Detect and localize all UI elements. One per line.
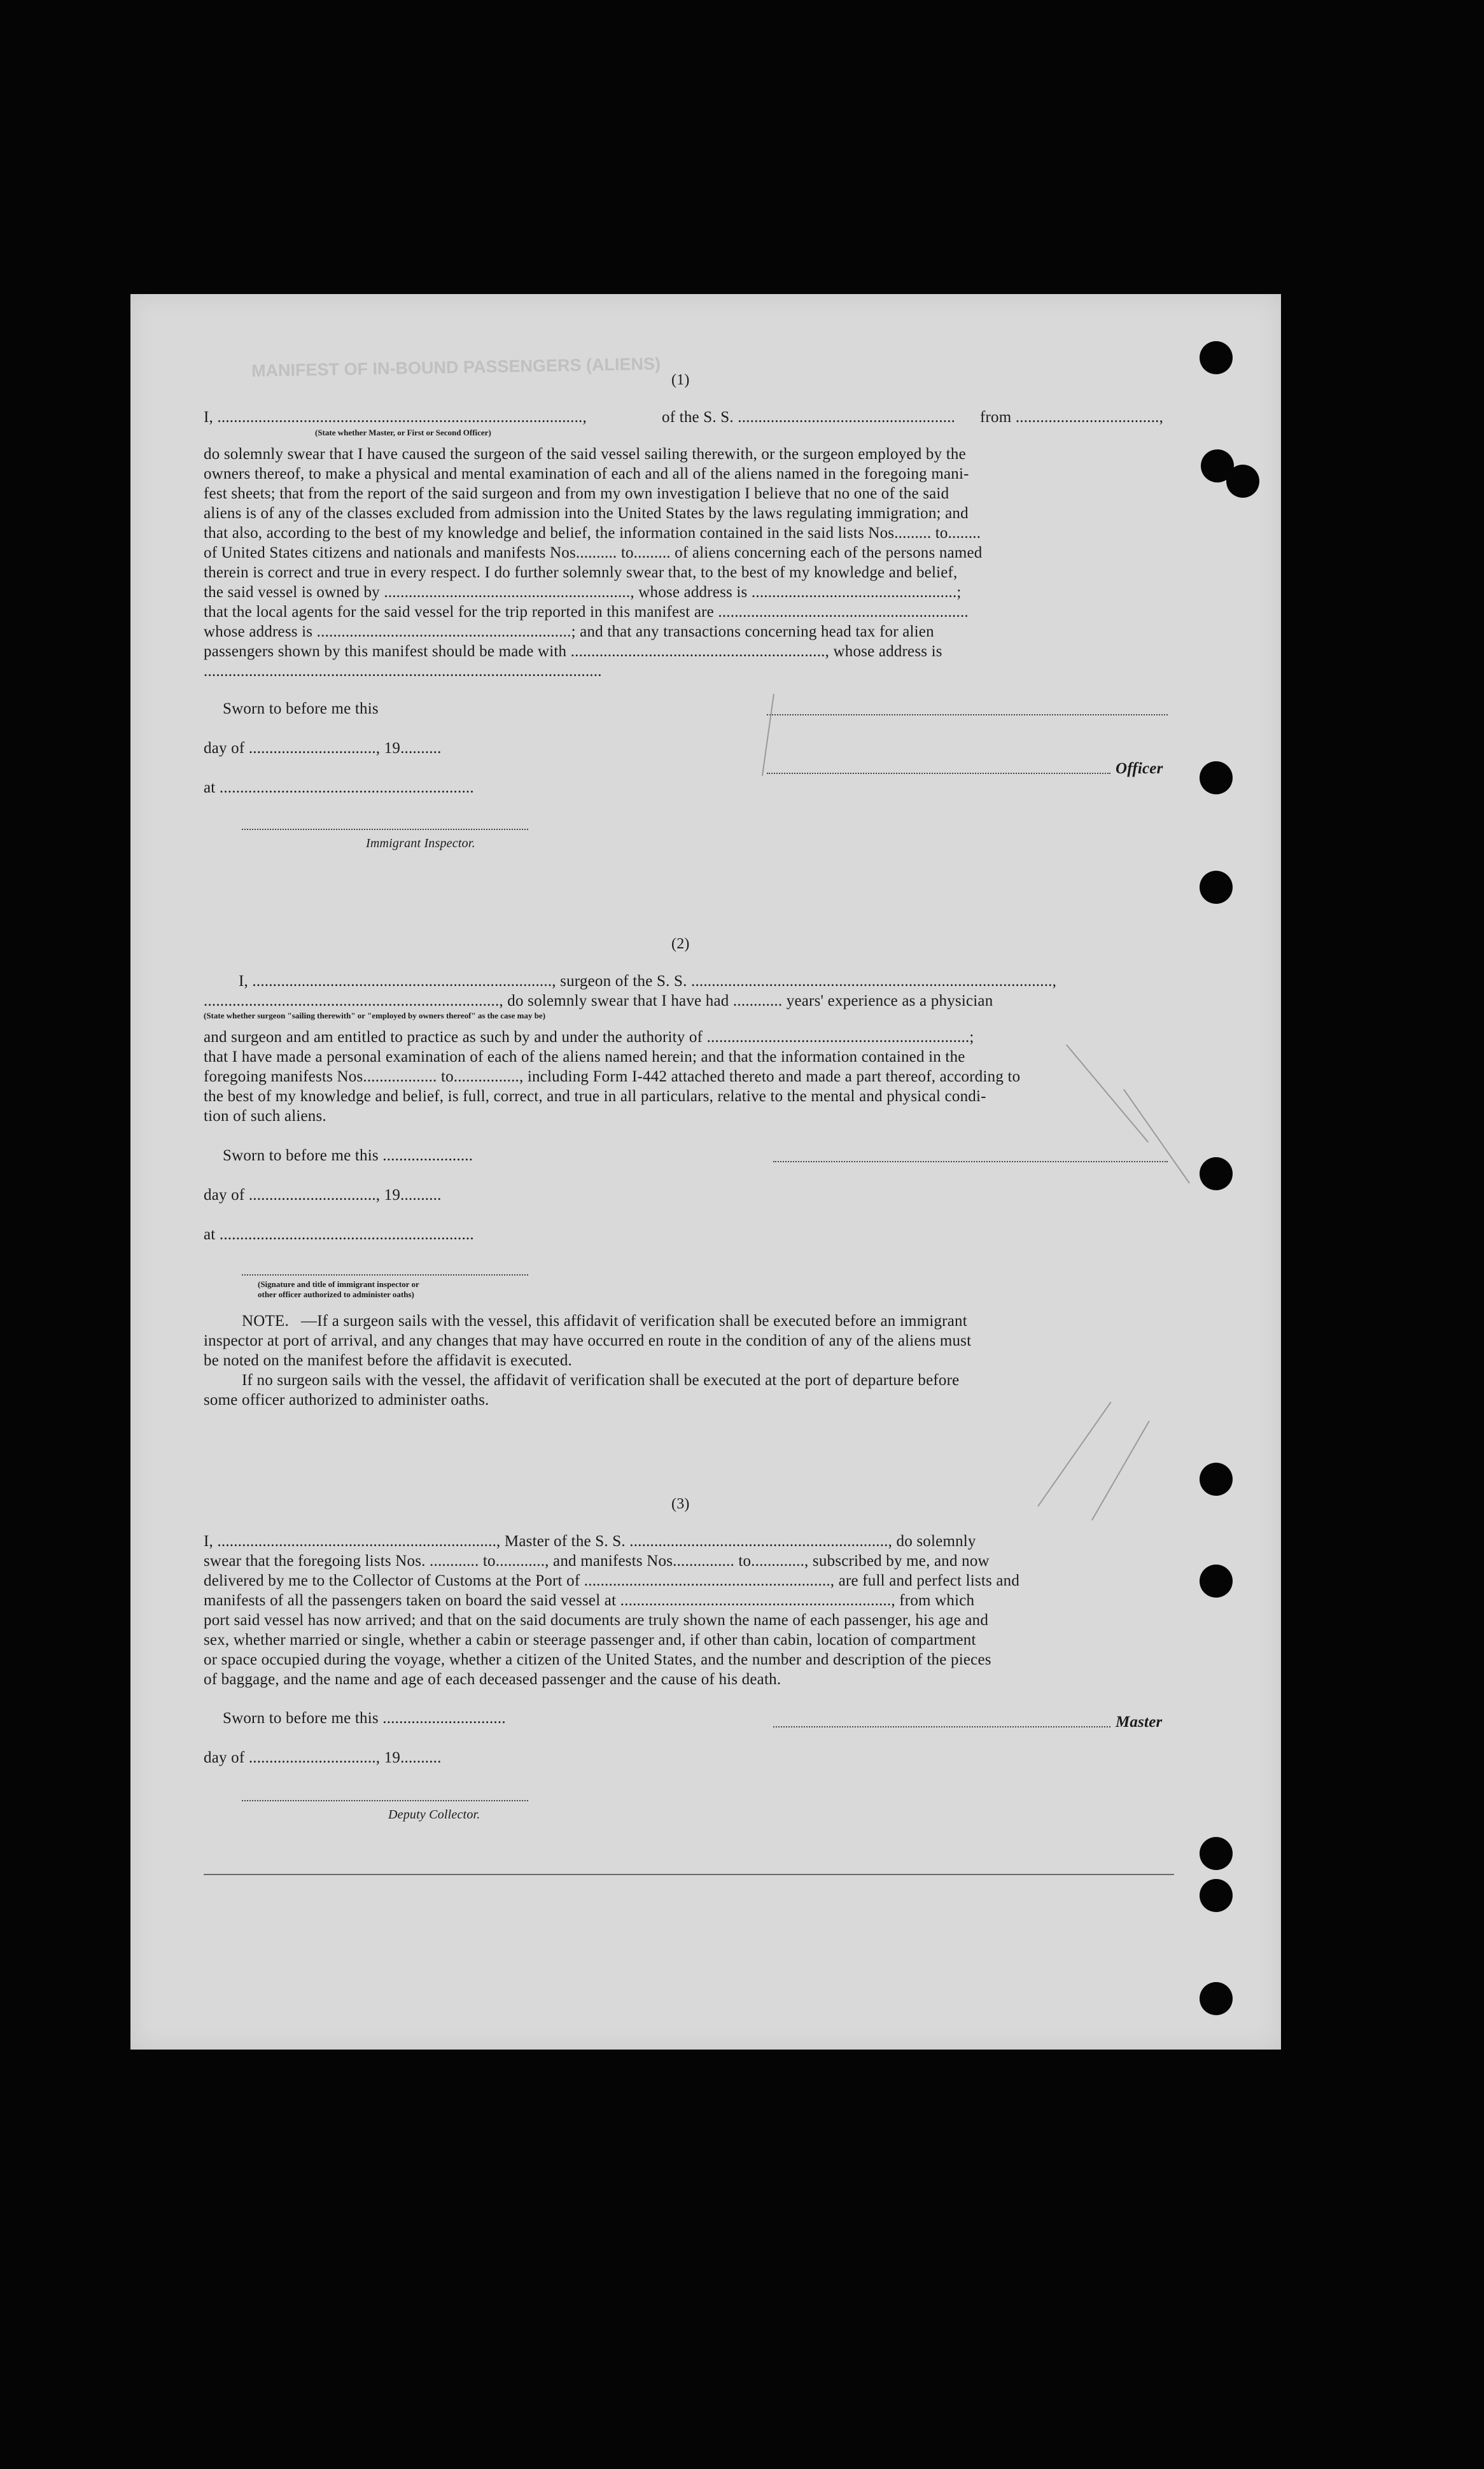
note-text: some officer authorized to administer oaths. (204, 1391, 489, 1409)
section-1-body-line: fest sheets; that from the report of the said surgeon and from my own investigation I believe that no one of the said (204, 485, 949, 502)
section-3-number: (3) (671, 1496, 690, 1512)
sworn-before-me: Sworn to before me this ...................... (223, 1147, 473, 1164)
officer-signature-line-2 (767, 773, 1110, 774)
immigrant-inspector-label: Immigrant Inspector. (366, 836, 475, 850)
section-3-body-line: I, ...................................................................., Master of the S. S. ..............................................................., do solemnly (204, 1533, 976, 1550)
section-1-body-line: aliens is of any of the classes excluded from admission into the United States by the laws regulating immigration; and (204, 505, 969, 522)
section-2-body-line: that I have made a personal examination of each of the aliens named herein; and that the information contained in the (204, 1048, 965, 1066)
binder-hole (1226, 465, 1259, 498)
section-1-line1-start: I, ........................................................................................., (204, 409, 587, 426)
section-3-body-line: delivered by me to the Collector of Customs at the Port of ............................................................, are full and perfect lists and (204, 1572, 1020, 1589)
at-line: at .............................................................. (204, 779, 474, 796)
pencil-mark (1091, 1421, 1150, 1521)
master-signature-line (773, 1726, 1110, 1727)
note-text: inspector at port of arrival, and any changes that may have occurred en route in the condition of any of the aliens must (204, 1332, 972, 1349)
note-text: —If a surgeon sails with the vessel, this affidavit of verification shall be executed before an immigrant (301, 1312, 967, 1330)
binder-hole (1200, 1463, 1233, 1496)
section-1-body-line: the said vessel is owned by ............................................................, whose address is ..................................................; (204, 584, 962, 601)
surgeon-signature-line (773, 1161, 1168, 1162)
section-2-number: (2) (671, 936, 690, 952)
deputy-collector-label: Deputy Collector. (388, 1808, 480, 1822)
day-of-line: day of ..............................., 19.......... (204, 1186, 442, 1204)
inspector-signature-line (242, 829, 528, 830)
section-1-line1-mid: of the S. S. ..................................................... (662, 409, 956, 426)
inspector-signature-line (242, 1274, 528, 1276)
section-1-body-line: therein is correct and true in every respect. I do further solemnly swear that, to the best of my knowledge and belief, (204, 564, 958, 581)
binder-hole (1200, 1565, 1233, 1598)
manifest-header-stamp: MANIFEST OF IN-BOUND PASSENGERS (ALIENS) (251, 354, 661, 381)
section-3-body-line: swear that the foregoing lists Nos. ............ to............, and manifests Nos............... to............., subscribed by me, and now (204, 1552, 990, 1570)
section-1-body-line: passengers shown by this manifest should be made with .............................................................., whose address is (204, 643, 942, 660)
day-of-line: day of ..............................., 19.......... (204, 740, 442, 757)
section-1-body-line: of United States citizens and nationals and manifests Nos.......... to......... of aliens concerning each of the persons named (204, 544, 983, 561)
sworn-before-me: Sworn to before me this (223, 700, 379, 717)
binder-hole (1200, 1879, 1233, 1912)
section-2-body-line: the best of my knowledge and belief, is full, correct, and true in all particulars, relative to the mental and physical condi- (204, 1088, 986, 1105)
officer-signature-line-1 (767, 714, 1168, 715)
sworn-before-me: Sworn to before me this .............................. (223, 1710, 506, 1727)
binder-hole (1200, 871, 1233, 904)
pencil-mark (1037, 1402, 1111, 1507)
section-1-body-line: that the local agents for the said vessel for the trip reported in this manifest are ............................................................. (204, 603, 969, 621)
binder-hole (1200, 761, 1233, 794)
manifest-sheet (130, 294, 1281, 2050)
note-text: If no surgeon sails with the vessel, the affidavit of verification shall be executed at the port of departure before (242, 1372, 960, 1389)
day-of-line: day of ..............................., 19.......... (204, 1749, 442, 1766)
binder-hole (1200, 1982, 1233, 2015)
section-3-body-line: port said vessel has now arrived; and that on the said documents are truly shown the name of each passenger, his age and (204, 1612, 989, 1629)
section-1-address-tail: ................................................................................................. (204, 663, 602, 680)
pencil-mark (1066, 1045, 1149, 1143)
section-1-body-line: do solemnly swear that I have caused the surgeon of the said vessel sailing therewith, or the surgeon employed by the (204, 446, 966, 463)
binder-hole (1200, 1837, 1233, 1870)
section-3-body-line: or space occupied during the voyage, whether a citizen of the United States, and the number and description of the pieces (204, 1651, 991, 1668)
deputy-signature-line (242, 1800, 528, 1801)
section-2-line2: ........................................................................, do solemnly swear that I have had ............ years' experience as a physician (204, 992, 993, 1009)
section-2-body-line: and surgeon and am entitled to practice as such by and under the authority of ................................................................; (204, 1029, 974, 1046)
section-3-body-line: of baggage, and the name and age of each deceased passenger and the cause of his death. (204, 1671, 781, 1688)
section-1-body-line: that also, according to the best of my knowledge and belief, the information contained in the said lists Nos......... to........ (204, 524, 981, 542)
pencil-mark (762, 694, 774, 776)
section-2-body-line: foregoing manifests Nos.................. to................, including Form I-442 attached thereto and made a part thereof, according to (204, 1068, 1021, 1085)
section-3-body-line: manifests of all the passengers taken on board the said vessel at .................................................................., from which (204, 1592, 975, 1609)
section-1-body-line: whose address is ..............................................................; and that any transactions concerning head tax for alien (204, 623, 934, 640)
binder-hole (1200, 341, 1233, 374)
section-3-body-line: sex, whether married or single, whether a cabin or steerage passenger and, if other than cabin, location of compartment (204, 1631, 976, 1649)
bottom-rule (204, 1874, 1174, 1875)
section-2-line1: I, ........................................................................., surgeon of the S. S. ........................................................................................, (239, 973, 1057, 990)
master-label: Master (1116, 1713, 1163, 1731)
section-1-line1-end: from ..................................., (980, 409, 1164, 426)
section-1-body-line: owners thereof, to make a physical and mental examination of each and all of the aliens named in the foregoing mani- (204, 465, 969, 482)
section-1-number: (1) (671, 372, 690, 388)
at-line: at .............................................................. (204, 1226, 474, 1243)
caption-surgeon-status: (State whether surgeon "sailing therewith" or "employed by owners thereof" as the case may be) (204, 1011, 546, 1020)
caption-signature-title: (Signature and title of immigrant inspector or other officer authorized to administer oaths) (258, 1279, 419, 1299)
note-label: NOTE. (242, 1312, 289, 1330)
section-2-body-line: tion of such aliens. (204, 1108, 326, 1125)
pencil-mark (1123, 1089, 1190, 1184)
caption-master-officer: (State whether Master, or First or Second Officer) (315, 428, 491, 437)
officer-label: Officer (1116, 760, 1163, 777)
note-text: be noted on the manifest before the affidavit is executed. (204, 1352, 572, 1369)
binder-hole (1200, 1157, 1233, 1190)
